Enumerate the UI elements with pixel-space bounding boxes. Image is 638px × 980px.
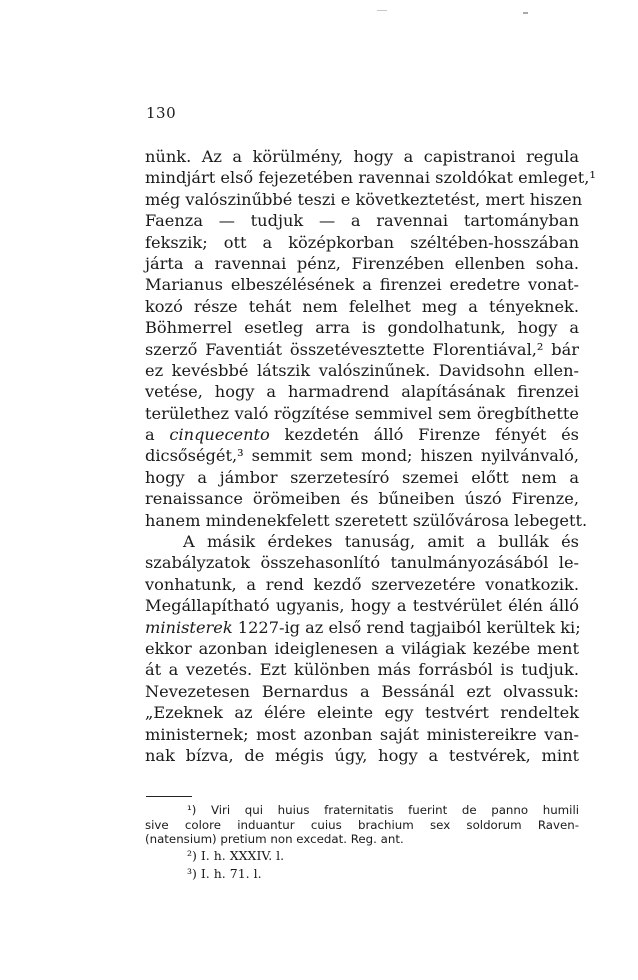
text-line: Nevezetesen Bernardus a Bessánál ezt olvassuk: <box>145 681 579 701</box>
footnote-2: ²) I. h. XXXIV. l. <box>187 847 285 863</box>
page-number: 130 <box>146 104 177 122</box>
text-line: át a vezetés. Ezt különben más forrásból is tudjuk. <box>145 660 579 680</box>
text-line: nünk. Az a körülmény, hogy a capistranoi regula <box>145 147 579 166</box>
text-line: vetése, hogy a harmadrend alapításának firenzei <box>145 382 579 402</box>
footnote-rule <box>146 796 192 797</box>
text-line: ekkor azonban ideiglenesen a világiak kezébe ment <box>145 638 579 658</box>
text-line: ministernek; most azonban saját ministereikre van- <box>145 724 579 744</box>
scan-mark <box>523 12 528 14</box>
footnotes <box>145 803 579 883</box>
text-line: még valószinűbbé teszi e következtetést, mert hiszen <box>145 189 583 209</box>
text-line: Böhmerrel esetleg arra is gondolhatunk, hogy a <box>145 318 579 338</box>
text-line: ministerek 1227-ig az első rend tagjaiból kerültek ki; <box>145 617 581 637</box>
text-line: „Ezeknek az élére eleinte egy testvért rendeltek <box>145 703 579 723</box>
footnote-1-line: (natensium) pretium non excedat. Reg. ant. <box>145 832 404 846</box>
text-line: szabályzatok összehasonlító tanulmányozásából le- <box>145 553 579 573</box>
text-line: Megállapítható ugyanis, hogy a testvérület élén álló <box>145 596 579 616</box>
text-line: Faenza — tudjuk — a ravennai tartományban <box>145 211 579 231</box>
text-line: mindjárt első fejezetében ravennai szoldókat emleget,¹ <box>145 168 596 188</box>
text-line: szerző Faventiát összetévesztette Florentiával,² bár <box>145 339 579 359</box>
body-text <box>145 146 596 766</box>
text-line: renaissance örömeiben és bűneiben úszó Firenze, <box>145 489 579 509</box>
text-line: hanem mindenekfelett szeretett szülővárosa lebegett. <box>145 510 588 530</box>
text-line: dicsőségét,³ semmit sem mond; hiszen nyilvánvaló, <box>145 446 579 466</box>
text-line: vonhatunk, a rend kezdő szervezetére vonatkozik. <box>145 574 579 594</box>
text-line: Marianus elbeszélésének a firenzei eredetre vonat- <box>145 275 579 295</box>
text-line: nak bízva, de mégis úgy, hogy a testvérek, mint <box>145 745 579 765</box>
footnote-1-line: sive colore induantur cuius brachium sex soldorum Raven- <box>145 817 579 832</box>
footnote-3: ³) I. h. 71. l. <box>187 865 262 881</box>
scan-mark <box>377 10 387 11</box>
text-line: fekszik; ott a középkorban széltében-hosszában <box>145 232 579 252</box>
text-line: hogy a jámbor szerzetesíró szemei előtt nem a <box>145 467 579 487</box>
text-line: A másik érdekes tanuság, amit a bullák és <box>183 532 579 552</box>
text-line: a cinquecento kezdetén álló Firenze fényét és <box>145 425 579 445</box>
footnote-1-line: ¹) Viri qui huius fraternitatis fuerint de panno humili <box>187 803 579 817</box>
text-line: kozó része tehát nem felelhet meg a tényeknek. <box>145 296 579 316</box>
text-line: területhez való rögzítése semmivel sem öregbíthette <box>145 403 579 423</box>
text-line: ez kevésbbé látszik valószinűnek. Davidsohn ellen- <box>145 360 579 380</box>
text-line: járta a ravennai pénz, Firenzében ellenben soha. <box>145 253 579 273</box>
